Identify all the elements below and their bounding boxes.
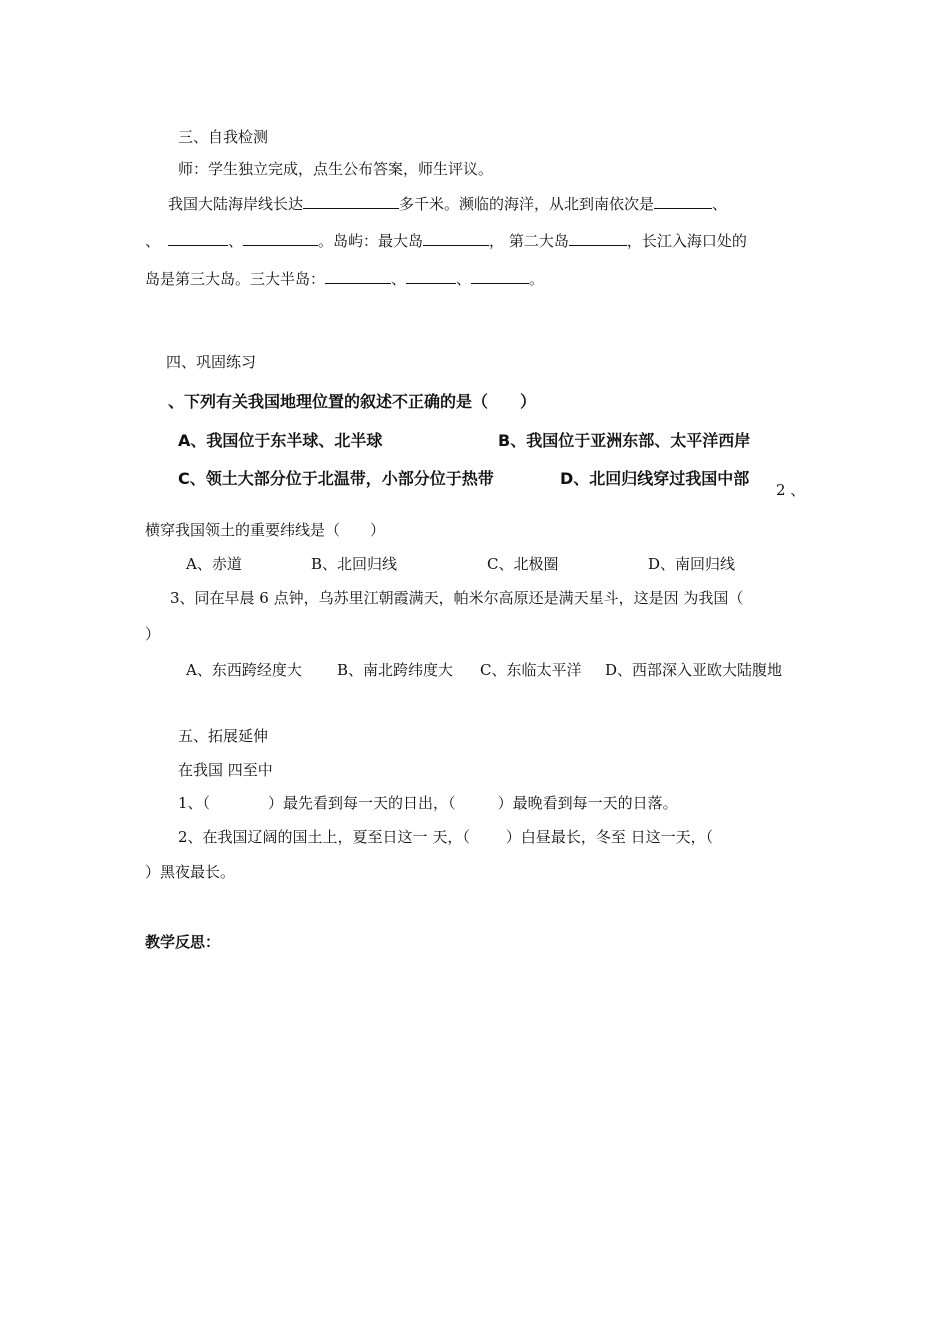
question3-text: 3、同在早晨 6 点钟，乌苏里江朝霞满天，帕米尔高原还是满天星斗，这是因 为我国（ — [170, 589, 744, 607]
question1-text: 、下列有关我国地理位置的叙述不正确的是（ ） — [168, 392, 537, 411]
text: 、 — [391, 270, 407, 288]
section5-heading: 五、拓展延伸 — [178, 727, 269, 745]
text: ）最晚看到每一天的日落。 — [497, 794, 678, 812]
question3-paren-end: ） — [145, 625, 161, 643]
peninsula-1-blank[interactable] — [325, 268, 391, 284]
question2-option-b[interactable]: B、北回归线 — [311, 555, 398, 573]
question1-option-a[interactable]: A、我国位于东半球、北半球 — [178, 431, 383, 450]
text: 。岛屿：最大岛 — [318, 232, 424, 250]
coastline-length-blank[interactable] — [303, 193, 399, 209]
text: ）最先看到每一天的日出，（ — [268, 794, 456, 812]
largest-island-blank[interactable] — [423, 230, 489, 246]
second-island-blank[interactable] — [569, 230, 627, 246]
text: 、 — [712, 195, 728, 213]
question2-option-a[interactable]: A、赤道 — [186, 555, 242, 573]
text: 多千米。濒临的海洋，从北到南依次是 — [399, 195, 655, 213]
sea-3-blank[interactable] — [168, 230, 228, 246]
text: ）白昼最长，冬至 日这一天，（ — [505, 828, 714, 846]
question2-option-d[interactable]: D、南回归线 — [648, 555, 736, 573]
text: 、 — [145, 232, 161, 250]
text: 。 — [529, 270, 545, 288]
sea-4-blank[interactable] — [243, 230, 318, 246]
section3-line3 — [145, 268, 544, 289]
sea-1-blank[interactable] — [654, 193, 712, 209]
teaching-reflection-label: 教学反思： — [145, 933, 221, 951]
section3-heading: 三、自我检测 — [178, 128, 269, 146]
question1-option-b[interactable]: B、我国位于亚洲东部、太平洋西岸 — [498, 431, 751, 450]
section5-intro: 在我国 四至中 — [178, 761, 273, 779]
section3-line1 — [168, 193, 727, 214]
text: 、 — [228, 232, 244, 250]
question2-option-c[interactable]: C、北极圈 — [487, 555, 559, 573]
section4-heading: 四、巩固练习 — [166, 353, 257, 371]
section5-item1 — [178, 793, 678, 813]
section5-item2-end: ）黑夜最长。 — [145, 863, 236, 881]
text: 我国大陆海岸线长达 — [168, 195, 304, 213]
question3-option-a[interactable]: A、东西跨经度大 — [186, 661, 302, 679]
peninsula-2-blank[interactable] — [406, 268, 456, 284]
section5-item2 — [178, 827, 713, 847]
question3-option-b[interactable]: B、南北跨纬度大 — [337, 661, 454, 679]
section3-teacher-note: 师：学生独立完成，点生公布答案，师生评议。 — [178, 160, 494, 178]
text: ， 第二大岛 — [489, 232, 569, 250]
text: 1、（ — [178, 794, 211, 812]
section3-line2 — [145, 230, 747, 251]
question1-option-d[interactable]: D、北回归线穿过我国中部 — [560, 469, 750, 488]
question2-number: 2 、 — [776, 481, 806, 499]
text: ，长江入海口处的 — [626, 232, 747, 250]
text: 2、在我国辽阔的国土上，夏至日这一 天，（ — [178, 828, 470, 846]
text: 岛是第三大岛。三大半岛： — [145, 270, 326, 288]
peninsula-3-blank[interactable] — [471, 268, 529, 284]
question2-text: 横穿我国领土的重要纬线是（ ） — [145, 521, 386, 539]
question3-option-d[interactable]: D、西部深入亚欧大陆腹地 — [605, 661, 783, 679]
question1-option-c[interactable]: C、领土大部分位于北温带，小部分位于热带 — [178, 469, 494, 488]
question3-option-c[interactable]: C、东临太平洋 — [480, 661, 582, 679]
text: 、 — [456, 270, 472, 288]
